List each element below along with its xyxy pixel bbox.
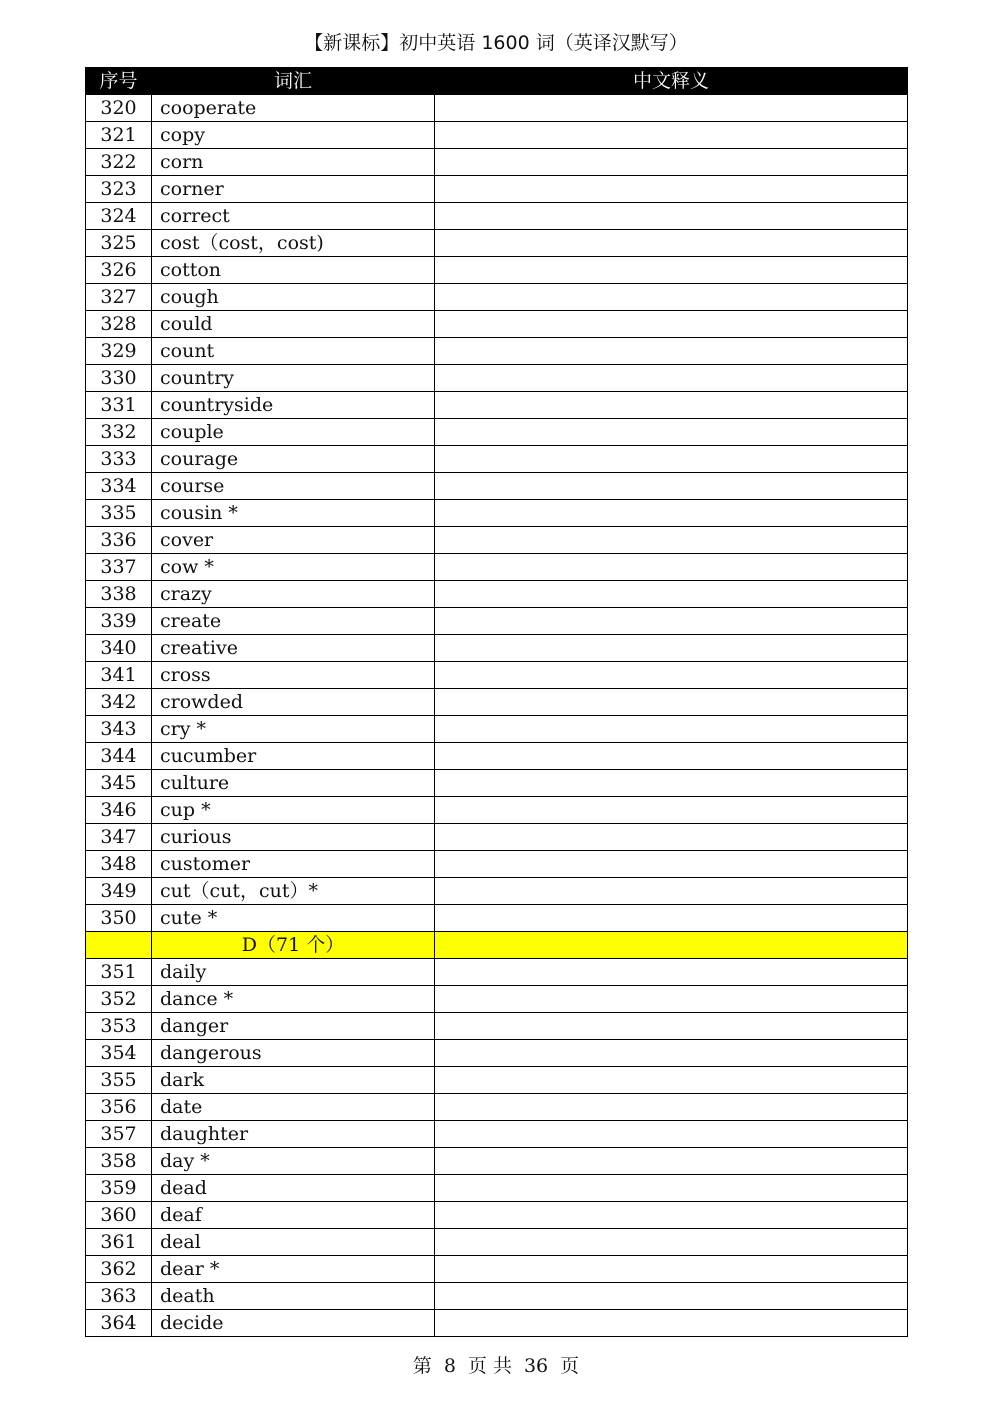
row-number: 331: [86, 392, 152, 419]
row-meaning-blank[interactable]: [435, 230, 908, 257]
table-row: [86, 446, 908, 473]
row-number: 363: [86, 1283, 152, 1310]
table-row: [86, 851, 908, 878]
section-meaning-blank: [435, 932, 908, 959]
row-word: course: [152, 473, 435, 500]
row-word: copy: [152, 122, 435, 149]
row-number: 349: [86, 878, 152, 905]
row-meaning-blank[interactable]: [435, 122, 908, 149]
table-row: [86, 959, 908, 986]
row-meaning-blank[interactable]: [435, 473, 908, 500]
row-word: country: [152, 365, 435, 392]
table-row: [86, 770, 908, 797]
row-number: 343: [86, 716, 152, 743]
footer-prefix: 第: [412, 1355, 432, 1377]
row-number: 321: [86, 122, 152, 149]
row-word: cut（cut，cut）*: [152, 878, 435, 905]
row-word: cry *: [152, 716, 435, 743]
row-word: danger: [152, 1013, 435, 1040]
row-meaning-blank[interactable]: [435, 446, 908, 473]
table-row: [86, 230, 908, 257]
row-word: correct: [152, 203, 435, 230]
row-word: culture: [152, 770, 435, 797]
row-number: 329: [86, 338, 152, 365]
row-word: cooperate: [152, 95, 435, 122]
row-word: deaf: [152, 1202, 435, 1229]
row-number: 324: [86, 203, 152, 230]
row-number: 351: [86, 959, 152, 986]
row-number: 337: [86, 554, 152, 581]
table-row: [86, 1202, 908, 1229]
table-row: [86, 716, 908, 743]
col-header-word: 词汇: [152, 68, 435, 95]
row-word: creative: [152, 635, 435, 662]
row-word: countryside: [152, 392, 435, 419]
table-row: [86, 743, 908, 770]
row-meaning-blank[interactable]: [435, 986, 908, 1013]
table-body: [86, 95, 908, 1337]
table-row: [86, 1175, 908, 1202]
row-number: 326: [86, 257, 152, 284]
row-word: dark: [152, 1067, 435, 1094]
table-row: [86, 1256, 908, 1283]
row-number: 339: [86, 608, 152, 635]
row-meaning-blank[interactable]: [435, 797, 908, 824]
row-word: curious: [152, 824, 435, 851]
row-meaning-blank[interactable]: [435, 392, 908, 419]
row-number: 346: [86, 797, 152, 824]
row-meaning-blank[interactable]: [435, 905, 908, 932]
row-number: 327: [86, 284, 152, 311]
col-header-meaning: 中文释义: [435, 68, 908, 95]
row-number: 364: [86, 1310, 152, 1337]
section-number-blank: [86, 932, 152, 959]
row-number: 361: [86, 1229, 152, 1256]
row-word: crazy: [152, 581, 435, 608]
row-number: 356: [86, 1094, 152, 1121]
row-number: 362: [86, 1256, 152, 1283]
row-word: cute *: [152, 905, 435, 932]
row-word: dangerous: [152, 1040, 435, 1067]
table-row: [86, 1148, 908, 1175]
row-word: count: [152, 338, 435, 365]
row-word: couple: [152, 419, 435, 446]
row-number: 320: [86, 95, 152, 122]
row-number: 354: [86, 1040, 152, 1067]
row-word: death: [152, 1283, 435, 1310]
row-word: corner: [152, 176, 435, 203]
row-word: customer: [152, 851, 435, 878]
row-word: daughter: [152, 1121, 435, 1148]
row-meaning-blank[interactable]: [435, 608, 908, 635]
vocab-table: [85, 67, 908, 1337]
page-title: 【新课标】初中英语 1600 词（英译汉默写）: [304, 32, 688, 54]
row-word: cucumber: [152, 743, 435, 770]
table-row: [86, 500, 908, 527]
table-row: [86, 878, 908, 905]
row-meaning-blank[interactable]: [435, 878, 908, 905]
row-word: cost（cost，cost): [152, 230, 435, 257]
row-word: cousin *: [152, 500, 435, 527]
table-row: [86, 1310, 908, 1337]
table-row: [86, 1013, 908, 1040]
row-meaning-blank[interactable]: [435, 1067, 908, 1094]
row-number: 328: [86, 311, 152, 338]
table-row: [86, 1094, 908, 1121]
row-word: dear *: [152, 1256, 435, 1283]
row-word: cover: [152, 527, 435, 554]
row-word: dance *: [152, 986, 435, 1013]
table-row: [86, 905, 908, 932]
row-meaning-blank[interactable]: [435, 95, 908, 122]
table-row: [86, 149, 908, 176]
row-meaning-blank[interactable]: [435, 743, 908, 770]
row-meaning-blank[interactable]: [435, 1121, 908, 1148]
row-word: decide: [152, 1310, 435, 1337]
row-word: could: [152, 311, 435, 338]
row-number: 345: [86, 770, 152, 797]
row-word: daily: [152, 959, 435, 986]
row-meaning-blank[interactable]: [435, 554, 908, 581]
section-row-d: [86, 932, 908, 959]
row-word: cough: [152, 284, 435, 311]
row-word: cow *: [152, 554, 435, 581]
table-row: [86, 392, 908, 419]
footer-total-pages: 36: [523, 1355, 549, 1377]
footer-suffix: 页: [560, 1355, 580, 1377]
row-meaning-blank[interactable]: [435, 1283, 908, 1310]
table-header-row: [86, 68, 908, 95]
row-number: 334: [86, 473, 152, 500]
row-meaning-blank[interactable]: [435, 851, 908, 878]
row-number: 342: [86, 689, 152, 716]
row-word: corn: [152, 149, 435, 176]
row-meaning-blank[interactable]: [435, 581, 908, 608]
row-meaning-blank[interactable]: [435, 662, 908, 689]
table-row: [86, 1040, 908, 1067]
row-word: deal: [152, 1229, 435, 1256]
row-number: 355: [86, 1067, 152, 1094]
row-number: 335: [86, 500, 152, 527]
row-word: courage: [152, 446, 435, 473]
table-row: [86, 122, 908, 149]
row-word: cup *: [152, 797, 435, 824]
row-meaning-blank[interactable]: [435, 1013, 908, 1040]
row-meaning-blank[interactable]: [435, 500, 908, 527]
row-meaning-blank[interactable]: [435, 257, 908, 284]
row-number: 330: [86, 365, 152, 392]
row-number: 344: [86, 743, 152, 770]
table-row: [86, 284, 908, 311]
row-word: day *: [152, 1148, 435, 1175]
row-number: 352: [86, 986, 152, 1013]
row-number: 341: [86, 662, 152, 689]
row-meaning-blank[interactable]: [435, 1148, 908, 1175]
row-meaning-blank[interactable]: [435, 1310, 908, 1337]
table-row: [86, 689, 908, 716]
row-meaning-blank[interactable]: [435, 1094, 908, 1121]
row-meaning-blank[interactable]: [435, 1040, 908, 1067]
row-meaning-blank[interactable]: [435, 1175, 908, 1202]
table-row: [86, 203, 908, 230]
table-row: [86, 338, 908, 365]
row-number: 323: [86, 176, 152, 203]
row-meaning-blank[interactable]: [435, 959, 908, 986]
table-row: [86, 257, 908, 284]
row-number: 336: [86, 527, 152, 554]
table-row: [86, 95, 908, 122]
table-row: [86, 1229, 908, 1256]
section-label: D（71 个）: [152, 932, 435, 959]
table-row: [86, 554, 908, 581]
row-number: 332: [86, 419, 152, 446]
row-number: 353: [86, 1013, 152, 1040]
table-row: [86, 662, 908, 689]
row-meaning-blank[interactable]: [435, 176, 908, 203]
row-meaning-blank[interactable]: [435, 419, 908, 446]
table-row: [86, 797, 908, 824]
row-number: 338: [86, 581, 152, 608]
table-row: [86, 1067, 908, 1094]
row-meaning-blank[interactable]: [435, 635, 908, 662]
table-row: [86, 581, 908, 608]
row-meaning-blank[interactable]: [435, 1256, 908, 1283]
row-meaning-blank[interactable]: [435, 527, 908, 554]
row-meaning-blank[interactable]: [435, 1229, 908, 1256]
table-row: [86, 311, 908, 338]
row-number: 357: [86, 1121, 152, 1148]
footer-middle: 页 共: [467, 1355, 512, 1377]
row-number: 347: [86, 824, 152, 851]
row-number: 358: [86, 1148, 152, 1175]
row-word: dead: [152, 1175, 435, 1202]
row-number: 350: [86, 905, 152, 932]
row-number: 333: [86, 446, 152, 473]
table-row: [86, 1283, 908, 1310]
row-meaning-blank[interactable]: [435, 824, 908, 851]
row-number: 322: [86, 149, 152, 176]
table-row: [86, 473, 908, 500]
row-meaning-blank[interactable]: [435, 689, 908, 716]
row-number: 360: [86, 1202, 152, 1229]
row-meaning-blank[interactable]: [435, 149, 908, 176]
row-word: create: [152, 608, 435, 635]
table-row: [86, 635, 908, 662]
table-row: [86, 527, 908, 554]
table-row: [86, 1121, 908, 1148]
row-meaning-blank[interactable]: [435, 1202, 908, 1229]
table-row: [86, 176, 908, 203]
row-meaning-blank[interactable]: [435, 770, 908, 797]
col-header-number: 序号: [86, 68, 152, 95]
table-row: [86, 986, 908, 1013]
row-word: date: [152, 1094, 435, 1121]
row-number: 340: [86, 635, 152, 662]
footer-page-number: 8: [443, 1355, 456, 1377]
table-row: [86, 419, 908, 446]
row-number: 348: [86, 851, 152, 878]
table-row: [86, 824, 908, 851]
row-number: 359: [86, 1175, 152, 1202]
page-footer: [0, 1351, 992, 1378]
table-row: [86, 365, 908, 392]
row-meaning-blank[interactable]: [435, 338, 908, 365]
row-meaning-blank[interactable]: [435, 284, 908, 311]
row-word: cross: [152, 662, 435, 689]
table-row: [86, 608, 908, 635]
row-word: cotton: [152, 257, 435, 284]
row-number: 325: [86, 230, 152, 257]
row-meaning-blank[interactable]: [435, 311, 908, 338]
row-word: crowded: [152, 689, 435, 716]
row-meaning-blank[interactable]: [435, 716, 908, 743]
row-meaning-blank[interactable]: [435, 203, 908, 230]
row-meaning-blank[interactable]: [435, 365, 908, 392]
